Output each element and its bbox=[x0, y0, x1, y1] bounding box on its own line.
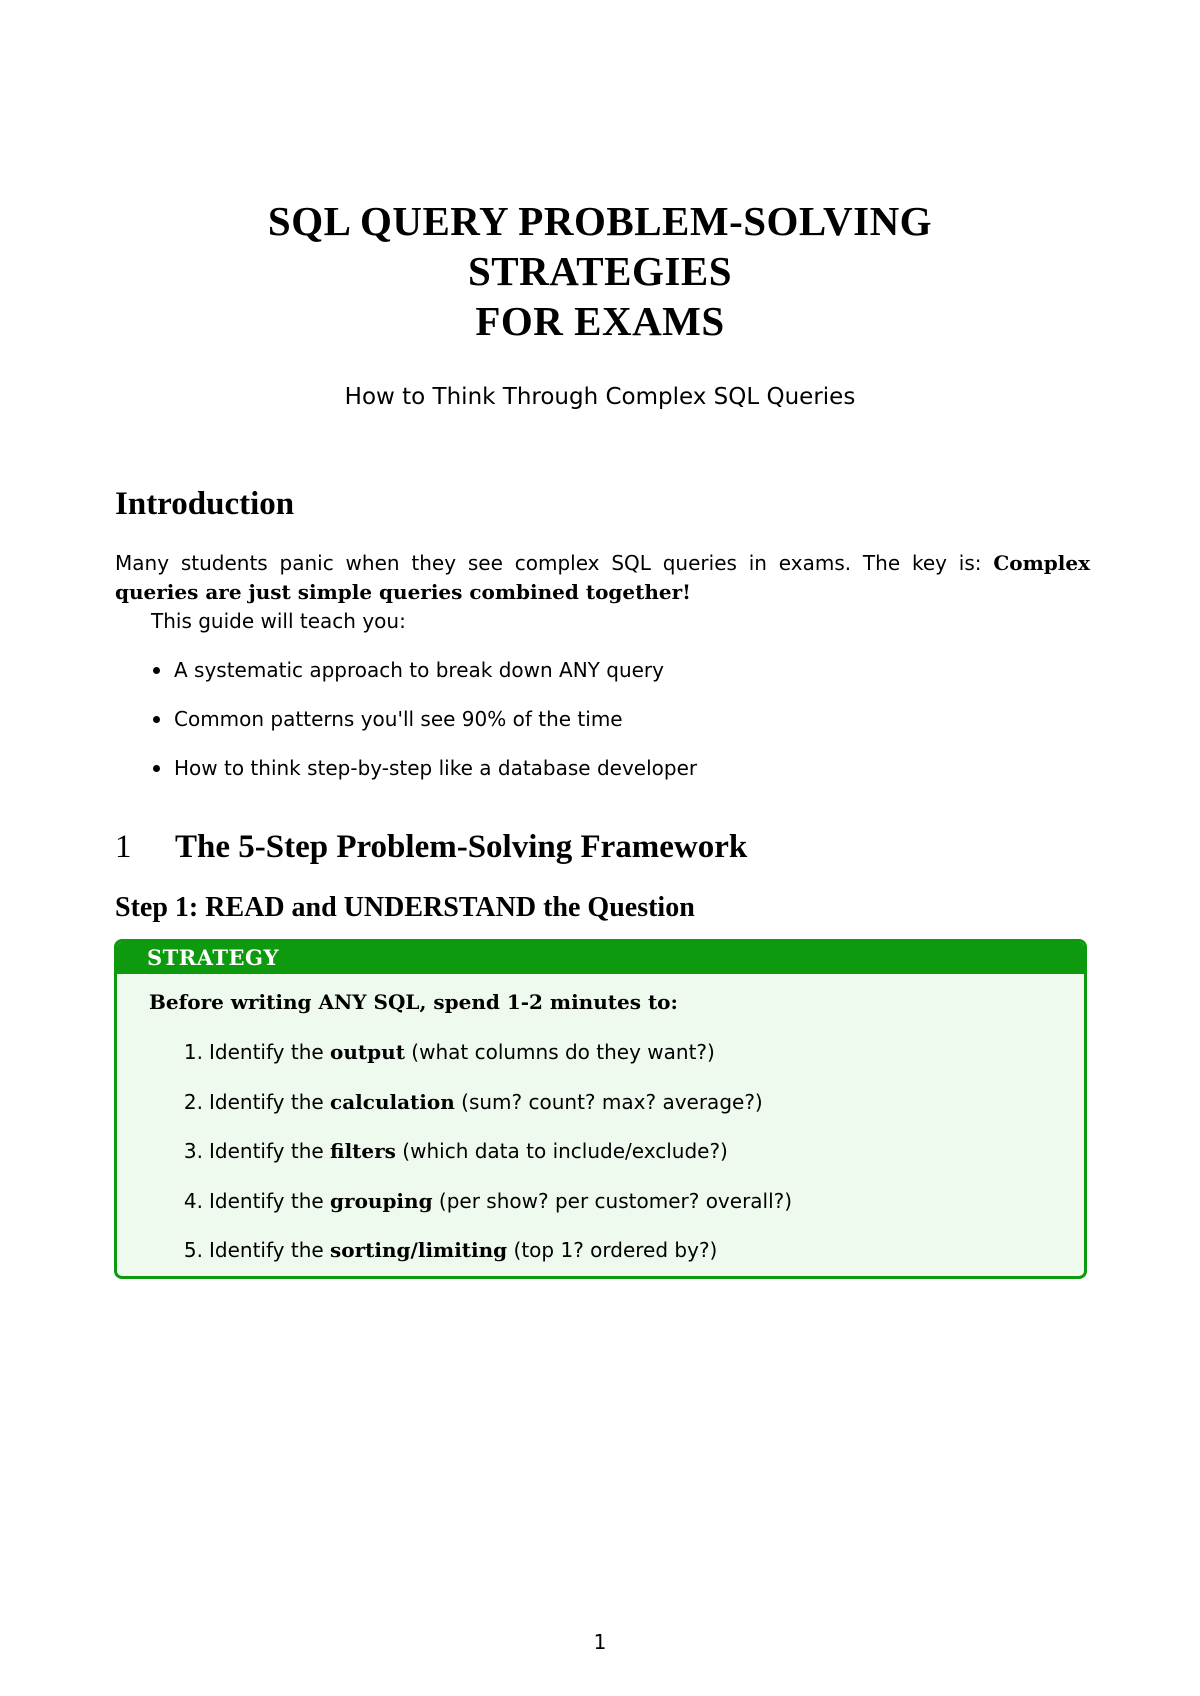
bullet-text: Common patterns you'll see 90% of the time bbox=[174, 707, 623, 731]
step-number: 3. bbox=[183, 1139, 203, 1163]
step-text-prefix: Identify the bbox=[209, 1238, 331, 1262]
guide-lead-paragraph: This guide will teach you: bbox=[151, 609, 406, 633]
list-item bbox=[115, 655, 697, 704]
step-text-prefix: Identify the bbox=[209, 1188, 331, 1213]
step-keyword: grouping bbox=[330, 1188, 433, 1213]
list-item bbox=[149, 1136, 792, 1186]
guide-bullet-list bbox=[115, 655, 697, 802]
step-keyword: filters bbox=[330, 1139, 396, 1163]
list-item bbox=[115, 753, 697, 802]
step-text-suffix: (which data to include/exclude?) bbox=[395, 1139, 728, 1163]
section-title: The 5-Step Problem-Solving Framework bbox=[175, 829, 748, 865]
introduction-key-statement: Complex queries are just simple queries combined together! bbox=[115, 551, 1090, 604]
step-text-suffix: (top 1? ordered by?) bbox=[507, 1238, 718, 1262]
bullet-dot-icon bbox=[153, 765, 160, 772]
strategy-box-label: STRATEGY bbox=[117, 942, 1084, 974]
introduction-paragraph-text: Many students panic when they see complex SQL queries in exams. The key is: bbox=[115, 551, 994, 575]
title-line-3: FOR EXAMS bbox=[475, 298, 725, 344]
introduction-paragraph bbox=[115, 549, 1090, 607]
strategy-box-lead: Before writing ANY SQL, spend 1-2 minutes to: bbox=[149, 990, 678, 1014]
list-item bbox=[149, 1037, 792, 1087]
list-item bbox=[149, 1235, 792, 1279]
document-subtitle: How to Think Through Complex SQL Queries bbox=[344, 384, 856, 410]
title-line-1: SQL QUERY PROBLEM-SOLVING bbox=[267, 198, 933, 244]
list-item bbox=[149, 1087, 792, 1137]
step-number: 2. bbox=[183, 1089, 203, 1114]
step-text-prefix: Identify the bbox=[209, 1139, 331, 1163]
page-number: 1 bbox=[593, 1630, 607, 1654]
step-number: 4. bbox=[183, 1188, 203, 1213]
step-text-prefix: Identify the bbox=[209, 1040, 331, 1064]
bullet-dot-icon bbox=[153, 667, 160, 674]
introduction-heading: Introduction bbox=[115, 486, 295, 522]
title-line-2: STRATEGIES bbox=[467, 248, 732, 294]
step-text-prefix: Identify the bbox=[209, 1089, 331, 1114]
strategy-step-list bbox=[149, 1037, 792, 1279]
step-text-suffix: (sum? count? max? average?) bbox=[454, 1089, 763, 1114]
section-1-heading bbox=[115, 827, 747, 867]
bullet-text: How to think step-by-step like a database developer bbox=[174, 756, 698, 780]
bullet-text: A systematic approach to break down ANY query bbox=[174, 658, 664, 682]
bullet-dot-icon bbox=[153, 716, 160, 723]
step-1-heading: Step 1: READ and UNDERSTAND the Question bbox=[115, 892, 695, 923]
section-number: 1 bbox=[115, 829, 132, 865]
step-keyword: sorting/limiting bbox=[330, 1238, 508, 1262]
step-keyword: output bbox=[330, 1040, 405, 1064]
document-title bbox=[0, 196, 1200, 346]
step-text-suffix: (what columns do they want?) bbox=[404, 1040, 715, 1064]
step-text-suffix: (per show? per customer? overall?) bbox=[432, 1188, 793, 1213]
step-keyword: calculation bbox=[330, 1089, 455, 1114]
strategy-box bbox=[114, 939, 1087, 1279]
list-item bbox=[115, 704, 697, 753]
list-item bbox=[149, 1186, 792, 1236]
step-number: 1. bbox=[183, 1040, 203, 1064]
step-number: 5. bbox=[183, 1238, 203, 1262]
